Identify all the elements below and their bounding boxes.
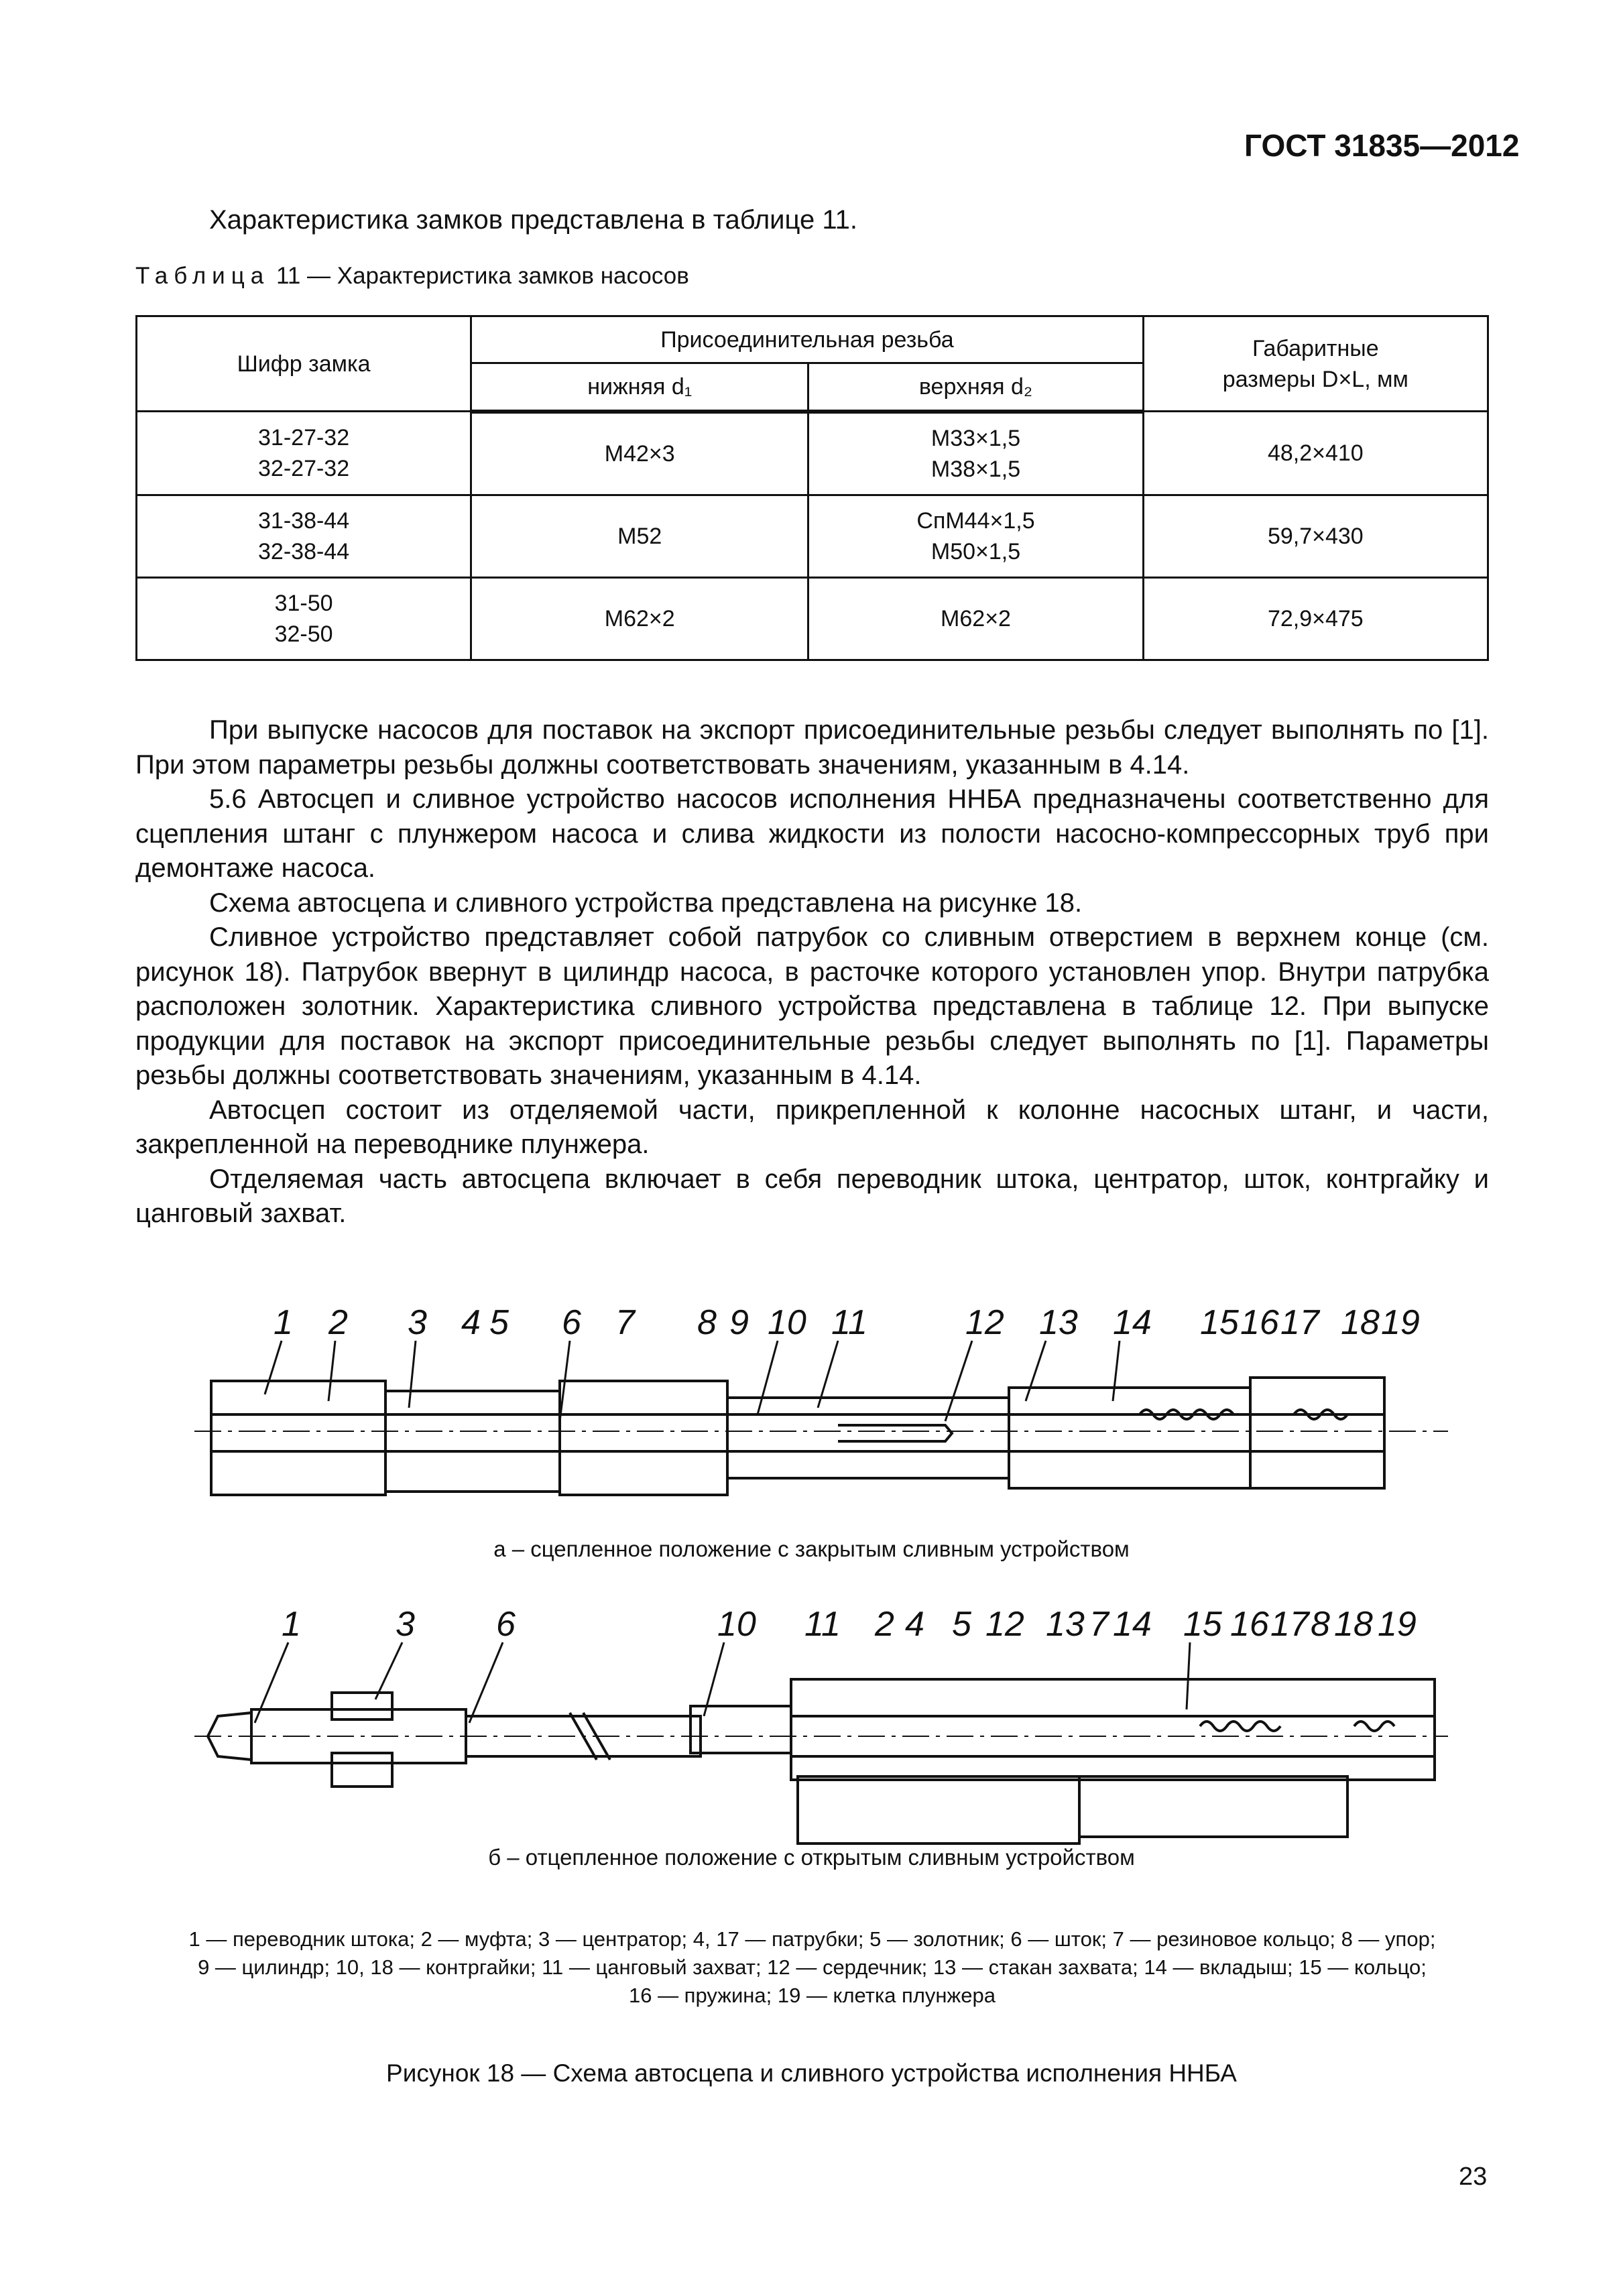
label-b-13: 13 bbox=[1046, 1605, 1085, 1644]
intro-paragraph: Характеристика замков представлена в таблице 11. bbox=[209, 205, 857, 235]
cell-lower: М62×2 bbox=[471, 577, 808, 660]
label-a-11: 11 bbox=[831, 1307, 867, 1342]
label-b-6: 6 bbox=[496, 1605, 516, 1644]
cell-upper bbox=[808, 412, 1143, 495]
table-row bbox=[137, 577, 1488, 660]
label-b-4: 4 bbox=[905, 1605, 924, 1644]
label-a-7: 7 bbox=[615, 1307, 635, 1342]
table-caption bbox=[135, 263, 689, 290]
paragraph: 5.6 Автосцеп и сливное устройство насосов исполнения ННБА предназначены соответственно для сцепления штанг с плунжером насоса и слива жидкости из полости насосно-компрессорных труб при демонтаже насоса. bbox=[135, 784, 1489, 883]
label-b-15: 15 bbox=[1183, 1605, 1222, 1644]
cell-code bbox=[137, 495, 471, 577]
header-lower: нижняя d₁ bbox=[471, 363, 808, 412]
label-b-10: 10 bbox=[717, 1605, 756, 1644]
table-row bbox=[137, 412, 1488, 495]
label-a-15: 15 bbox=[1200, 1307, 1239, 1342]
label-a-18: 18 bbox=[1341, 1307, 1380, 1342]
label-b-17: 17 bbox=[1270, 1605, 1309, 1644]
table-caption-text: 11 — Характеристика замков насосов bbox=[269, 263, 689, 289]
label-b-14: 14 bbox=[1113, 1605, 1152, 1644]
cell-upper bbox=[808, 495, 1143, 577]
upper-line: М50×1,5 bbox=[930, 538, 1021, 564]
upper-line: М33×1,5 bbox=[930, 425, 1021, 451]
label-a-12: 12 bbox=[965, 1307, 1004, 1342]
header-upper: верхняя d₂ bbox=[808, 363, 1143, 412]
cell-dims: 72,9×475 bbox=[1143, 577, 1488, 660]
paragraph: Схема автосцепа и сливного устройства представлена на рисунке 18. bbox=[209, 888, 1083, 918]
label-b-19: 19 bbox=[1378, 1605, 1417, 1644]
label-a-17: 17 bbox=[1280, 1307, 1319, 1342]
paragraph: Сливное устройство представляет собой патрубок со сливным отверстием в верхнем конце (см. рисунок 18). Патрубок ввернут в цилиндр насоса, в расточке которого установлен упор. Внутри патрубка расположен золотник. Характеристика сливного устройства представлена в таблице 12. При выпуске продукции для поставок на экспорт присоединительные резьбы следует выполнять по [1]. Параметры резьбы должны соответствовать значениям, указанным в 4.14. bbox=[135, 922, 1489, 1090]
cell-dims: 59,7×430 bbox=[1143, 495, 1488, 577]
label-a-13: 13 bbox=[1039, 1307, 1078, 1342]
label-b-3: 3 bbox=[396, 1605, 415, 1644]
figure-legend bbox=[135, 1925, 1489, 2010]
label-b-11: 11 bbox=[804, 1605, 841, 1644]
code-line: 32-27-32 bbox=[258, 455, 350, 481]
code-line: 32-50 bbox=[274, 621, 333, 647]
page-number: 23 bbox=[1459, 2163, 1488, 2191]
code-line: 32-38-44 bbox=[258, 538, 350, 564]
label-a-2: 2 bbox=[328, 1307, 348, 1342]
document-header: ГОСТ 31835—2012 bbox=[1244, 128, 1520, 163]
label-a-8: 8 bbox=[697, 1307, 717, 1342]
autocoupler-drawing bbox=[194, 1307, 1448, 1984]
label-b-1: 1 bbox=[282, 1605, 301, 1644]
cell-lower: М52 bbox=[471, 495, 808, 577]
label-b-8: 8 bbox=[1311, 1605, 1330, 1644]
upper-line: М38×1,5 bbox=[930, 456, 1021, 482]
label-b-2: 2 bbox=[875, 1605, 894, 1644]
legend-line: 16 — пружина; 19 — клетка плунжера bbox=[628, 1984, 996, 2007]
label-a-4: 4 bbox=[461, 1307, 481, 1342]
code-line: 31-38-44 bbox=[258, 507, 350, 534]
header-dims bbox=[1143, 316, 1488, 412]
label-a-5: 5 bbox=[489, 1307, 509, 1342]
cell-code bbox=[137, 577, 471, 660]
figure-caption-b: б – отцепленное положение с открытым сливным устройством bbox=[488, 1845, 1135, 1870]
paragraph: Автосцеп состоит из отделяемой части, прикрепленной к колонне насосных штанг, и части, закрепленной на переводнике плунжера. bbox=[135, 1095, 1489, 1159]
drawing-labels bbox=[274, 1307, 1420, 1644]
cell-dims: 48,2×410 bbox=[1143, 412, 1488, 495]
label-a-19: 19 bbox=[1381, 1307, 1420, 1342]
label-b-18: 18 bbox=[1334, 1605, 1373, 1644]
label-b-5: 5 bbox=[952, 1605, 971, 1644]
figure-title: Рисунок 18 — Схема автосцепа и сливного устройства исполнения ННБА bbox=[386, 2059, 1237, 2087]
cell-upper: М62×2 bbox=[808, 577, 1143, 660]
paragraph: При выпуске насосов для поставок на экспорт присоединительные резьбы следует выполнять по [1]. При этом параметры резьбы должны соответствовать значениям, указанным в 4.14. bbox=[135, 715, 1489, 780]
label-b-7: 7 bbox=[1089, 1605, 1109, 1644]
header-dims-line2: размеры D×L, мм bbox=[1222, 366, 1408, 392]
paragraph: Отделяемая часть автосцепа включает в себя переводник штока, центратор, шток, контргайку и цанговый захват. bbox=[135, 1164, 1489, 1228]
header-dims-line1: Габаритные bbox=[1252, 335, 1379, 361]
label-a-6: 6 bbox=[562, 1307, 581, 1342]
table-row bbox=[137, 495, 1488, 577]
label-a-14: 14 bbox=[1113, 1307, 1152, 1342]
body-text bbox=[135, 713, 1489, 1231]
label-b-16: 16 bbox=[1230, 1605, 1269, 1644]
code-line: 31-27-32 bbox=[258, 424, 350, 450]
label-a-10: 10 bbox=[768, 1307, 806, 1342]
figure-caption-a: а – сцепленное положение с закрытым сливным устройством bbox=[493, 1536, 1130, 1561]
table-caption-word: Таблица bbox=[135, 263, 270, 289]
header-code: Шифр замка bbox=[137, 316, 471, 412]
label-a-16: 16 bbox=[1240, 1307, 1279, 1342]
label-a-3: 3 bbox=[408, 1307, 427, 1342]
cell-code bbox=[137, 412, 471, 495]
legend-line: 1 — переводник штока; 2 — муфта; 3 — центратор; 4, 17 — патрубки; 5 — золотник; 6 — шток; 7 — резиновое кольцо; 8 — упор; bbox=[188, 1927, 1436, 1951]
label-a-9: 9 bbox=[729, 1307, 749, 1342]
locks-table bbox=[135, 315, 1489, 661]
label-a-1: 1 bbox=[274, 1307, 293, 1342]
legend-line: 9 — цилиндр; 10, 18 — контргайки; 11 — цанговый захват; 12 — сердечник; 13 — стакан захвата; 14 — вкладыш; 15 — кольцо; bbox=[198, 1955, 1427, 1979]
label-b-12: 12 bbox=[985, 1605, 1024, 1644]
upper-line: СпМ44×1,5 bbox=[916, 507, 1035, 534]
code-line: 31-50 bbox=[274, 590, 333, 616]
header-thread: Присоединительная резьба bbox=[471, 316, 1144, 363]
cell-lower: М42×3 bbox=[471, 412, 808, 495]
